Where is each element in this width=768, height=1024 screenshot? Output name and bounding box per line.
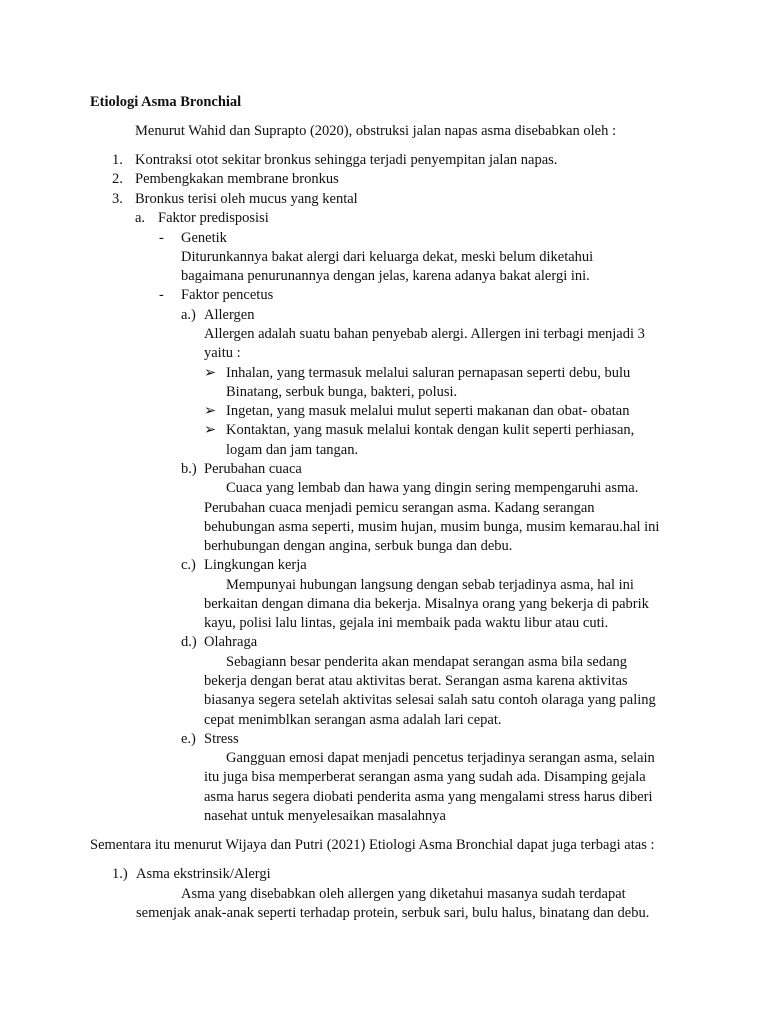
paragraph-line: biasanya segera setelah aktivitas selesai salah satu contoh olaraga yang paling (204, 692, 656, 708)
list-marker: c.) (181, 557, 196, 573)
paragraph-line: nasehat untuk menyelesaikan masalahnya (204, 808, 446, 824)
arrow-bullet-icon: ➢ (204, 365, 217, 381)
sublist-heading: Faktor predisposisi (158, 210, 269, 226)
section-heading: Asma ekstrinsik/Alergi (136, 866, 271, 882)
paragraph-line: Diturunkannya bakat alergi dari keluarga dekat, meski belum diketahui (181, 249, 594, 265)
paragraph-line: semenjak anak-anak seperti terhadap protein, serbuk sari, bulu halus, binatang dan debu. (136, 905, 650, 921)
bullet-line: Inhalan, yang termasuk melalui saluran pernapasan seperti debu, bulu (226, 365, 631, 381)
paragraph-line: bekerja dengan berat atau aktivitas berat. Serangan asma karena aktivitas (204, 673, 628, 689)
dash-marker: - (159, 287, 164, 303)
paragraph-line: Sebagiann besar penderita akan mendapat serangan asma bila sedang (226, 654, 628, 670)
list-marker: 1.) (112, 866, 128, 882)
dash-marker: - (159, 230, 164, 246)
list-marker: d.) (181, 634, 197, 650)
paragraph-line: bagaimana penurunannya dengan jelas, karena adanya bakat alergi ini. (181, 268, 590, 284)
list-item: Kontraksi otot sekitar bronkus sehingga terjadi penyempitan jalan napas. (135, 152, 558, 168)
paragraph-line: asma harus segera diobati penderita asma yang mengalami stress harus diberi (204, 789, 653, 805)
list-marker: 3. (112, 191, 123, 207)
section-heading: Faktor pencetus (181, 287, 274, 303)
paragraph-line: Asma yang disebabkan oleh allergen yang diketahui masanya sudah terdapat (181, 886, 626, 902)
list-marker: b.) (181, 461, 197, 477)
paragraph-line: Perubahan cuaca menjadi pemicu serangan asma. Kadang serangan (204, 500, 595, 516)
paragraph-line: berkaitan dengan dimana dia bekerja. Misalnya orang yang bekerja di pabrik (204, 596, 649, 612)
bullet-line: Kontaktan, yang masuk melalui kontak dengan kulit seperti perhiasan, (226, 422, 635, 438)
intro-paragraph: Menurut Wahid dan Suprapto (2020), obstruksi jalan napas asma disebabkan oleh : (135, 123, 616, 139)
paragraph-line: Allergen adalah suatu bahan penyebab alergi. Allergen ini terbagi menjadi 3 (204, 326, 645, 342)
section-heading: Perubahan cuaca (204, 461, 302, 477)
paragraph-line: itu juga bisa memperberat serangan asma yang sudah ada. Disamping gejala (204, 769, 646, 785)
list-marker: a. (135, 210, 146, 226)
list-marker: e.) (181, 731, 196, 747)
arrow-bullet-icon: ➢ (204, 422, 217, 438)
list-marker: 2. (112, 171, 123, 187)
bullet-line: logam dan jam tangan. (226, 442, 359, 458)
paragraph-line: Gangguan emosi dapat menjadi pencetus terjadinya serangan asma, selain (226, 750, 655, 766)
page-title: Etiologi Asma Bronchial (90, 94, 242, 110)
bullet-line: Ingetan, yang masuk melalui mulut seperti makanan dan obat- obatan (226, 403, 630, 419)
paragraph-line: Mempunyai hubungan langsung dengan sebab terjadinya asma, hal ini (226, 577, 634, 593)
section-heading: Lingkungan kerja (204, 557, 307, 573)
paragraph-line: berhubungan dengan angina, serbuk bunga dan debu. (204, 538, 513, 554)
list-item: Bronkus terisi oleh mucus yang kental (135, 191, 358, 207)
section-heading: Allergen (204, 307, 255, 323)
bullet-line: Binatang, serbuk bunga, bakteri, polusi. (226, 384, 458, 400)
section-heading: Stress (204, 731, 239, 747)
paragraph-line: behubungan asma seperti, musim hujan, musim bunga, musim kemarau.hal ini (204, 519, 660, 535)
arrow-bullet-icon: ➢ (204, 403, 217, 419)
paragraph-line: Cuaca yang lembab dan hawa yang dingin sering mempengaruhi asma. (226, 480, 639, 496)
section-heading: Genetik (181, 230, 227, 246)
paragraph-line: cepat menimblkan serangan asma adalah lari cepat. (204, 712, 502, 728)
list-marker: a.) (181, 307, 196, 323)
list-item: Pembengkakan membrane bronkus (135, 171, 339, 187)
paragraph-line: kayu, polisi lalu lintas, gejala ini membaik pada waktu libur atau cuti. (204, 615, 609, 631)
second-intro-paragraph: Sementara itu menurut Wijaya dan Putri (2021) Etiologi Asma Bronchial dapat juga terbagi atas : (90, 837, 655, 853)
paragraph-line: yaitu : (204, 345, 241, 361)
list-marker: 1. (112, 152, 123, 168)
section-heading: Olahraga (204, 634, 258, 650)
